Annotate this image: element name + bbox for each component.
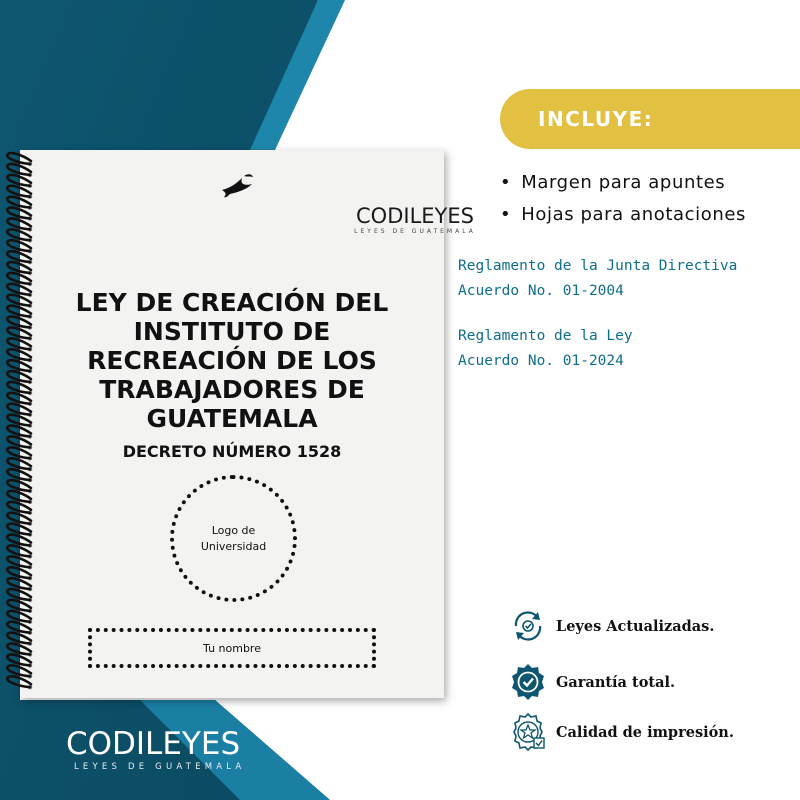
spiral-coil [7, 600, 31, 611]
refresh-icon [508, 606, 548, 646]
bottom-brand-logo: CODILEYES [66, 726, 241, 762]
logo-placeholder-text: Universidad [200, 539, 267, 553]
logo-placeholder-text: Logo de [211, 523, 256, 537]
spiral-coil [7, 644, 31, 655]
codileyes-bird-logo-icon [220, 172, 254, 198]
regulation-block [458, 324, 633, 374]
title-line: LEY DE CREACIÓN DEL [75, 288, 389, 317]
bottom-brand-subtitle: LEYES DE GUATEMALA [74, 762, 246, 772]
spiral-coil [7, 676, 31, 687]
feature-updated-laws [508, 606, 714, 646]
quality-award-icon [508, 712, 548, 752]
spiral-coil [7, 633, 31, 644]
spiral-coil [7, 622, 31, 633]
notebook-brand-subtitle: LEYES DE GUATEMALA [354, 228, 476, 235]
includes-heading: INCLUYE: [538, 107, 654, 131]
spiral-coil [7, 654, 31, 665]
name-placeholder-box [88, 628, 376, 668]
title-line: TRABAJADORES DE [99, 375, 365, 404]
notebook-title [20, 288, 444, 433]
spiral-coil [7, 611, 31, 622]
regulation-block [458, 254, 737, 304]
spiral-coil [7, 589, 31, 600]
regulation-title: Reglamento de la Junta Directiva [458, 258, 738, 274]
feature-print-quality [508, 712, 734, 752]
spiral-coil [7, 153, 31, 164]
spiral-coil [7, 175, 31, 186]
checkmark-badge-icon [508, 662, 548, 702]
spiral-coil [7, 273, 31, 284]
feature-label: Calidad de impresión. [556, 723, 734, 741]
spiral-coil [7, 578, 31, 589]
decree-number: DECRETO NÚMERO 1528 [122, 442, 342, 461]
regulation-title: Reglamento de la Ley [458, 328, 633, 344]
feature-full-guarantee [508, 662, 675, 702]
spiral-coil [7, 251, 31, 262]
feature-label: Leyes Actualizadas. [556, 617, 715, 635]
spiral-coil [7, 240, 31, 251]
spiral-coil [7, 535, 31, 546]
title-line: RECREACIÓN DE LOS [87, 346, 377, 375]
spiral-coil [7, 545, 31, 556]
spiral-coil [7, 164, 31, 175]
spiral-coil [7, 665, 31, 676]
name-placeholder-text: Tu nombre [203, 641, 261, 655]
title-line: INSTITUTO DE [133, 317, 331, 346]
includes-list [500, 167, 746, 231]
includes-banner [500, 89, 800, 149]
spiral-coil [7, 262, 31, 273]
notebook-brand: CODILEYES [356, 204, 474, 228]
feature-label: Garantía total. [556, 673, 676, 691]
spiral-coil [7, 469, 31, 480]
title-line: GUATEMALA [146, 404, 318, 433]
spiral-coil [7, 502, 31, 513]
list-item: • Margen para apuntes [500, 167, 746, 199]
university-logo-placeholder [170, 475, 297, 602]
spiral-coil [7, 513, 31, 524]
spiral-coil [7, 186, 31, 197]
spiral-coil [7, 567, 31, 578]
regulation-agreement: Acuerdo No. 01-2024 [458, 353, 624, 369]
list-item: • Hojas para anotaciones [500, 199, 746, 231]
spiral-coil [7, 524, 31, 535]
spiral-coil [7, 480, 31, 491]
spiral-coil [7, 556, 31, 567]
regulation-agreement: Acuerdo No. 01-2004 [458, 283, 624, 299]
spiral-coil [7, 491, 31, 502]
